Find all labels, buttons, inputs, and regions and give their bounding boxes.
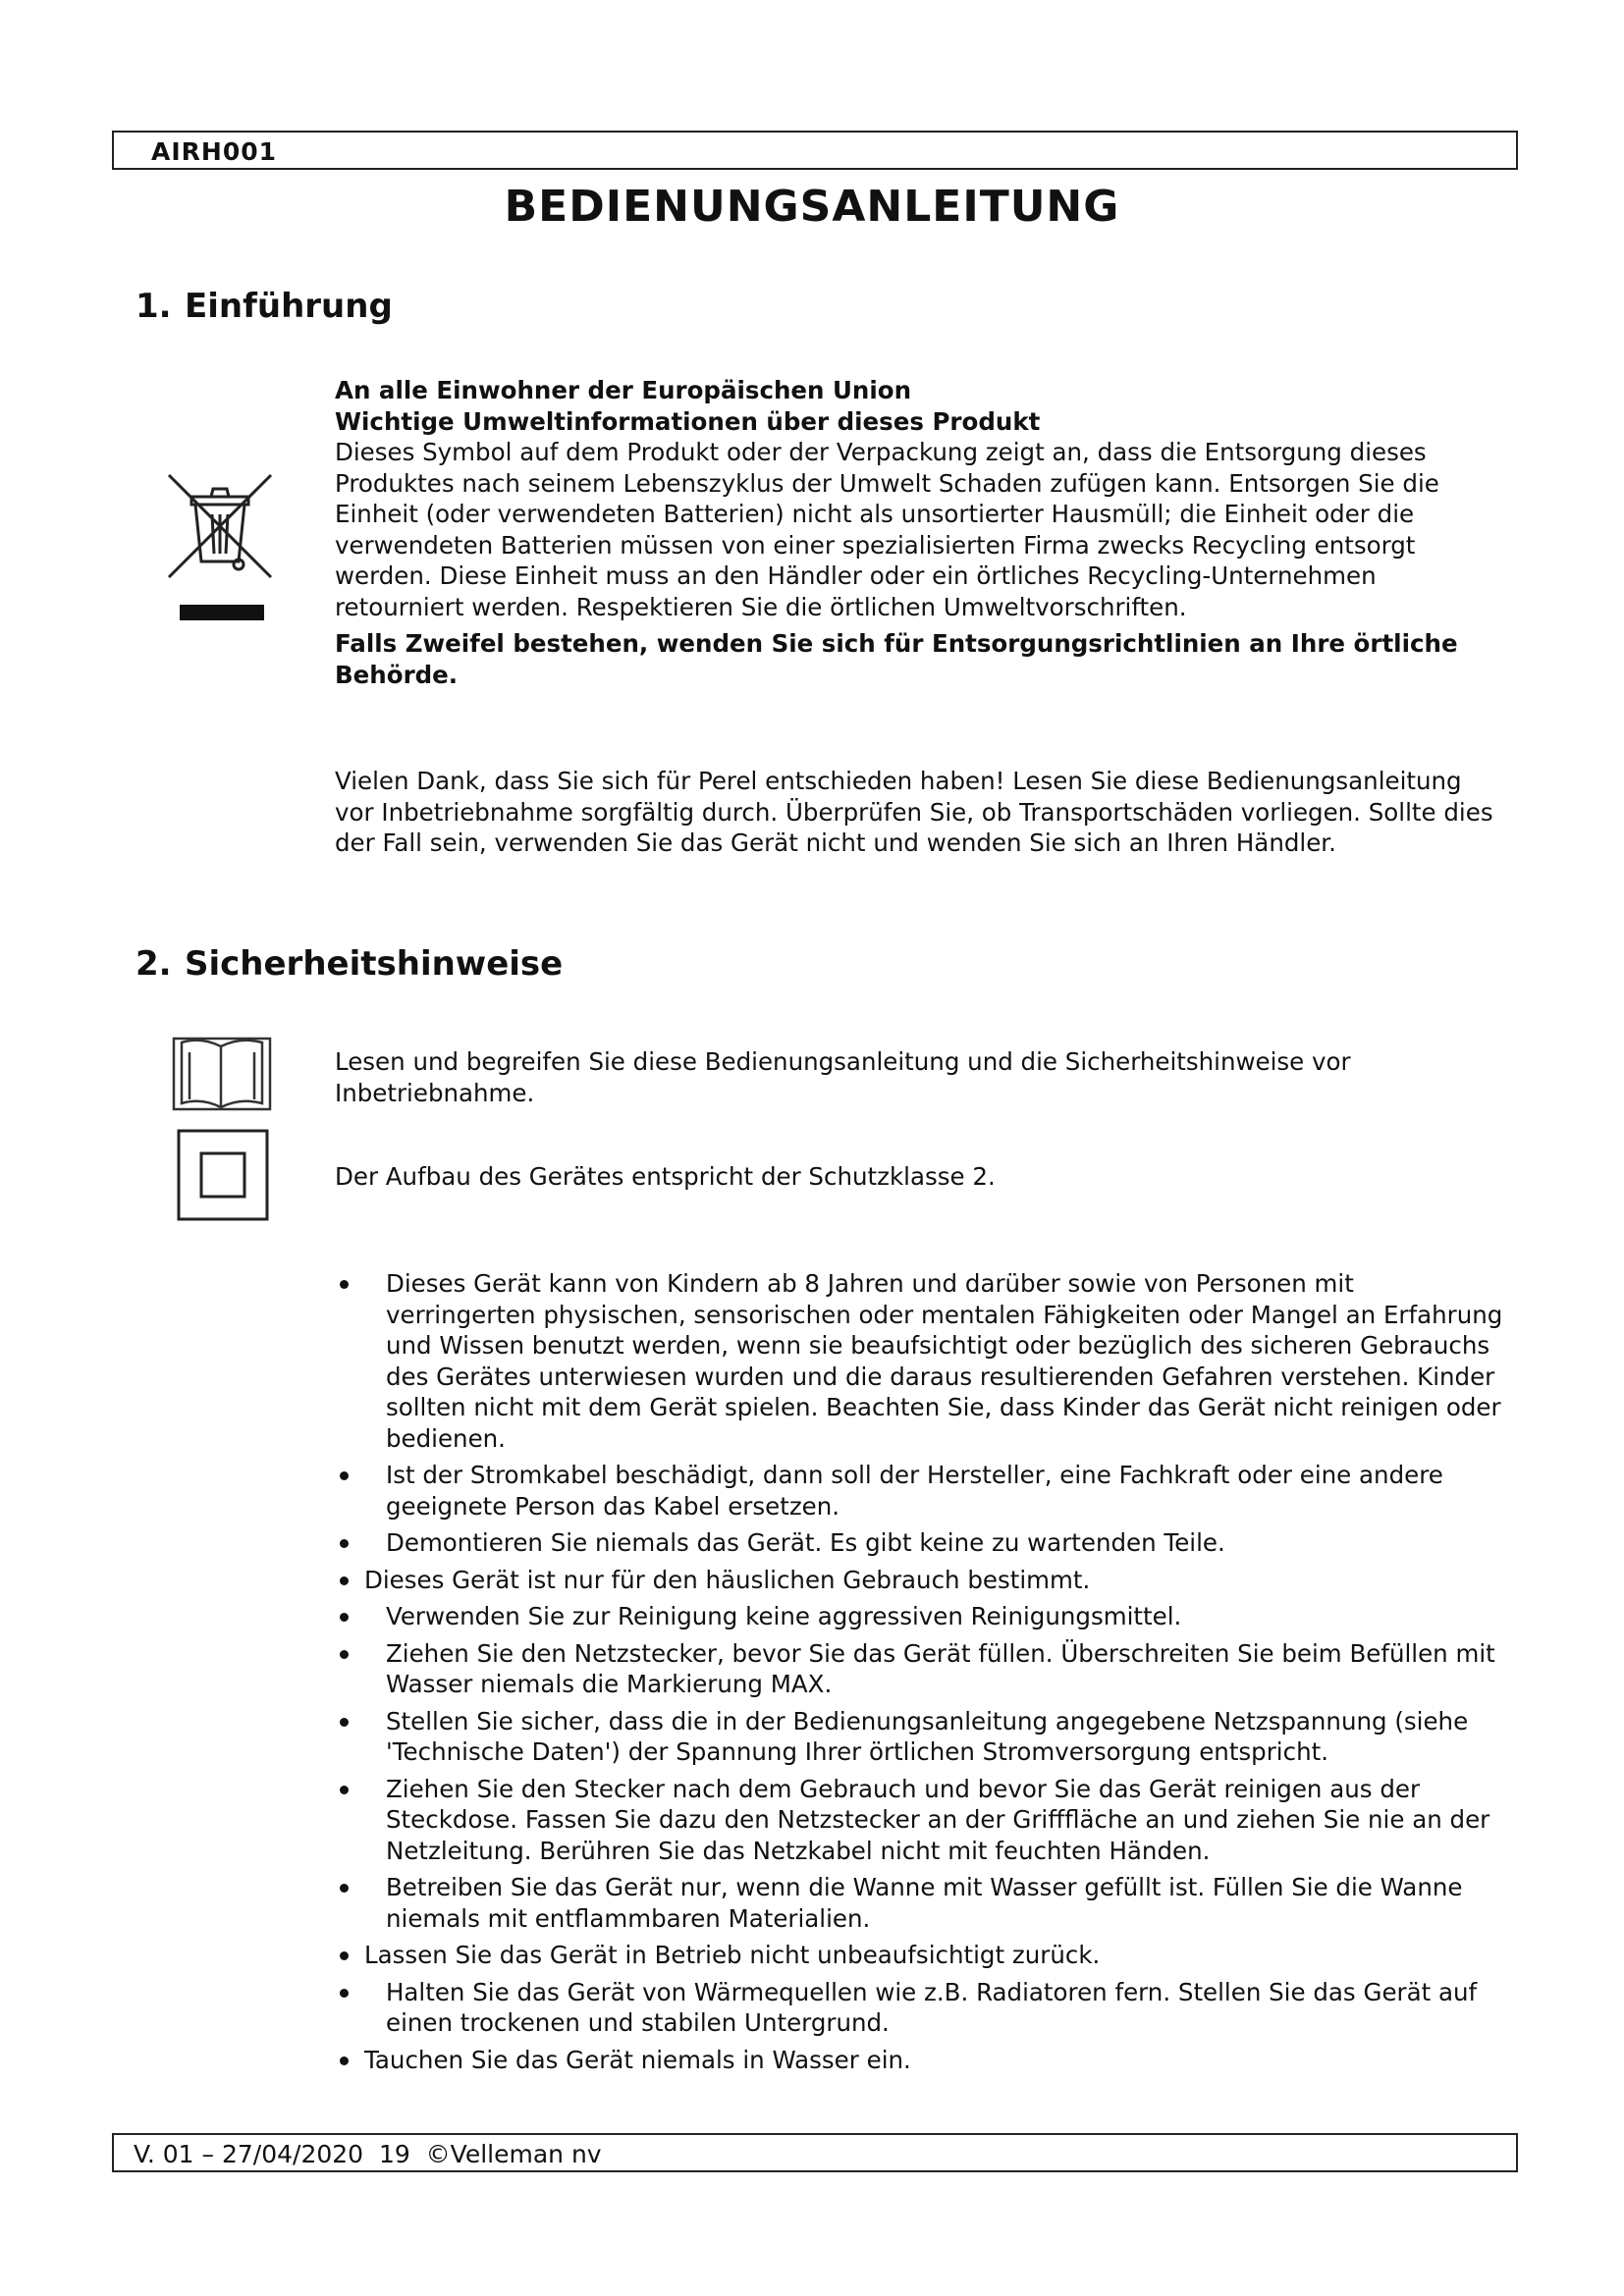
header-box: [112, 131, 1518, 170]
list-item: Halten Sie das Gerät von Wärmequellen wie z.B. Radiatoren fern. Stellen Sie das Gerät auf einen trockenen und stabilen Untergrund.: [335, 1977, 1503, 2039]
footer-text: V. 01 – 27/04/2020 19 ©Velleman nv: [134, 2140, 602, 2168]
product-code: AIRH001: [151, 137, 278, 166]
list-item: Demontieren Sie niemals das Gerät. Es gibt keine zu wartenden Teile.: [335, 1527, 1503, 1559]
safety-bullet-list: [335, 1268, 1503, 2081]
section-2-title: Sicherheitshinweise: [185, 944, 564, 984]
protection-class-2-icon: [177, 1129, 269, 1225]
section-1-heading: [135, 287, 393, 326]
section-1-title: Einführung: [185, 287, 393, 326]
list-item: Dieses Gerät ist nur für den häuslichen Gebrauch bestimmt.: [335, 1565, 1503, 1596]
protection-class-note: Der Aufbau des Gerätes entspricht der Schutzklasse 2.: [335, 1162, 996, 1191]
footer-box: [112, 2133, 1518, 2172]
list-item: Ziehen Sie den Stecker nach dem Gebrauch und bevor Sie das Gerät reinigen aus der Steckdose. Fassen Sie dazu den Netzstecker an der Grifffläche an und ziehen Sie nie an der Netzleitung. Berühren Sie das Netzkabel nicht mit feuchten Händen.: [335, 1774, 1503, 1867]
manual-note: Lesen und begreifen Sie diese Bedienungsanleitung und die Sicherheitshinweise vor Inbetriebnahme.: [335, 1047, 1351, 1107]
section-2-heading: [135, 944, 563, 984]
list-item: Lassen Sie das Gerät in Betrieb nicht unbeaufsichtigt zurück.: [335, 1940, 1503, 1971]
page-title: BEDIENUNGSANLEITUNG: [504, 182, 1120, 232]
read-manual-icon: [172, 1033, 272, 1119]
weee-body: Dieses Symbol auf dem Produkt oder der Verpackung zeigt an, dass die Entsorgung dieses Produktes nach seinem Lebenszyklus der Umwelt Schaden zufügen kann. Entsorgen Sie die Einheit (oder verwendeten Batterien) nicht als unsortierter Hausmüll; die Einheit oder die verwendeten Batterien müssen von einer spezialisierten Firma zwecks Recycling entsorgt werden. Diese Einheit muss an den Händler oder ein örtliches Recycling-Unternehmen retourniert werden. Respektieren Sie die örtlichen Umweltvorschriften.: [335, 438, 1439, 621]
weee-bold-note: Falls Zweifel bestehen, wenden Sie sich für Entsorgungsrichtlinien an Ihre örtliche Behörde.: [335, 629, 1458, 689]
list-item: Dieses Gerät kann von Kindern ab 8 Jahren und darüber sowie von Personen mit verringerten physischen, sensorischen oder mentalen Fähigkeiten oder Mangel an Erfahrung und Wissen benutzt werden, wenn sie beaufsichtigt oder bezüglich des sicheren Gebrauchs des Gerätes unterwiesen wurden und die daraus resultierenden Gefahren verstehen. Kinder sollten nicht mit dem Gerät spielen. Beachten Sie, dass Kinder das Gerät nicht reinigen oder bedienen.: [335, 1268, 1503, 1454]
weee-lead-1: An alle Einwohner der Europäischen Union: [335, 376, 912, 404]
section-2-number: 2.: [135, 944, 172, 984]
list-item: Ziehen Sie den Netzstecker, bevor Sie das Gerät füllen. Überschreiten Sie beim Befüllen mit Wasser niemals die Markierung MAX.: [335, 1638, 1503, 1700]
list-item: Tauchen Sie das Gerät niemals in Wasser ein.: [335, 2045, 1503, 2076]
weee-lead-2: Wichtige Umweltinformationen über dieses Produkt: [335, 406, 1041, 436]
list-item: Verwenden Sie zur Reinigung keine aggressiven Reinigungsmittel.: [335, 1601, 1503, 1632]
thanks-text: Vielen Dank, dass Sie sich für Perel entschieden haben! Lesen Sie diese Bedienungsanleitung vor Inbetriebnahme sorgfältig durch. Überprüfen Sie, ob Transportschäden vorliegen. Sollte dies der Fall sein, verwenden Sie das Gerät nicht und wenden Sie sich an Ihren Händler.: [335, 767, 1493, 857]
list-item: Betreiben Sie das Gerät nur, wenn die Wanne mit Wasser gefüllt ist. Füllen Sie die Wanne niemals mit entflammbaren Materialien.: [335, 1872, 1503, 1934]
list-item: Stellen Sie sicher, dass die in der Bedienungsanleitung angegebene Netzspannung (siehe 'Technische Daten') der Spannung Ihrer örtlichen Stromversorgung entspricht.: [335, 1706, 1503, 1768]
thanks-paragraph: [335, 766, 1493, 859]
list-item: Ist der Stromkabel beschädigt, dann soll der Hersteller, eine Fachkraft oder eine andere geeignete Person das Kabel ersetzen.: [335, 1460, 1503, 1522]
section-1-number: 1.: [135, 287, 172, 326]
weee-notice: [335, 375, 1493, 690]
weee-bin-icon: [167, 471, 275, 632]
